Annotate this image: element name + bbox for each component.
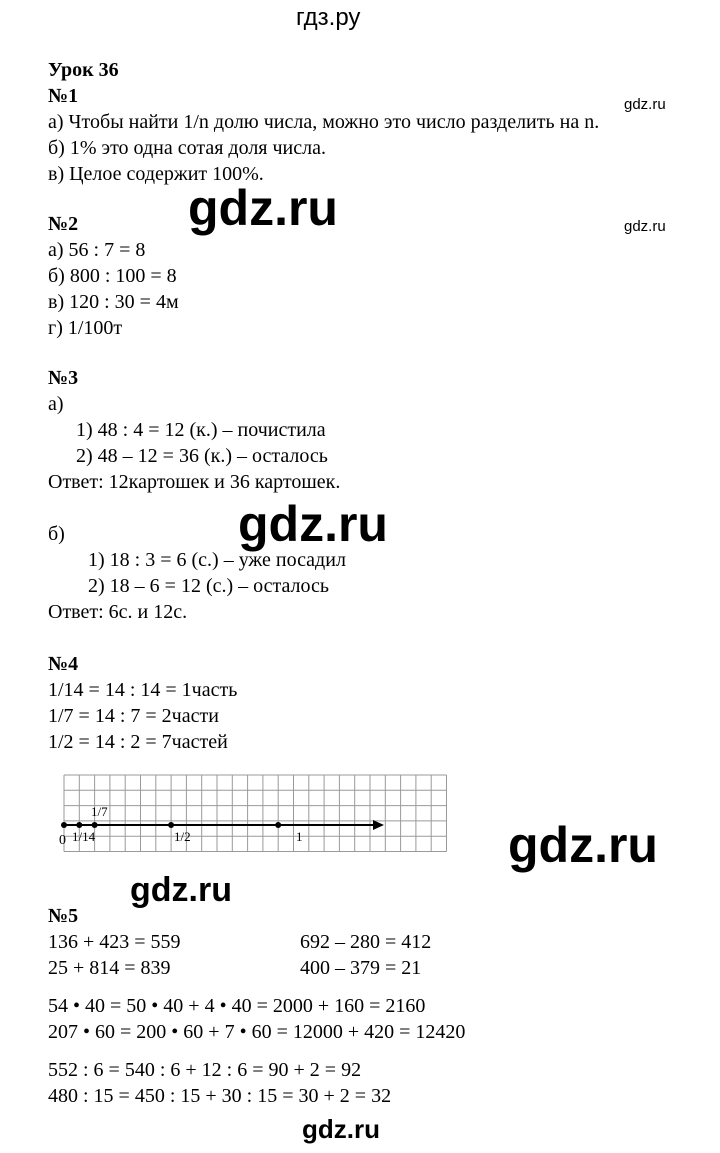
task-3-a-label: а): [48, 393, 64, 415]
task-2-line-c: в) 120 : 30 = 4м: [48, 291, 179, 313]
watermark-small-2: gdz.ru: [624, 218, 666, 235]
task-3-a-step-1: 1) 48 : 4 = 12 (к.) – почистила: [76, 419, 326, 441]
number-line-point: [168, 822, 174, 828]
label-half: 1/2: [174, 829, 191, 844]
label-one: 1: [296, 829, 303, 844]
task-3-b-step-1: 1) 18 : 3 = 6 (с.) – уже посадил: [88, 549, 346, 571]
task-3-b-step-2: 2) 18 – 6 = 12 (с.) – осталось: [88, 575, 330, 597]
number-line-point: [61, 822, 67, 828]
task-1-line-b: б) 1% это одна сотая доля числа.: [48, 137, 326, 159]
number-line-point: [92, 822, 98, 828]
task-2-line-a: а) 56 : 7 = 8: [48, 239, 146, 261]
number-line-point: [76, 822, 82, 828]
task-1-heading: №1: [48, 85, 79, 107]
label-one-seventh: 1/7: [91, 804, 108, 819]
task-5-mult-2: 207 • 60 = 200 • 60 + 7 • 60 = 12000 + 420 = 12420: [48, 1021, 466, 1043]
watermark-large-2: gdz.ru: [238, 496, 388, 552]
label-one-fourteenth: 1/14: [72, 829, 96, 844]
lesson-title: Урок 36: [48, 59, 119, 81]
task-2-heading: №2: [48, 213, 79, 235]
watermark-large-1: gdz.ru: [188, 180, 338, 236]
number-line-arrow: [373, 820, 384, 830]
site-header: гдз.ру: [296, 4, 361, 31]
task-4-line-1: 1/14 = 14 : 14 = 1часть: [48, 679, 238, 701]
task-2-line-b: б) 800 : 100 = 8: [48, 265, 177, 287]
task-5-row-1-left: 136 + 423 = 559: [48, 931, 181, 953]
task-5-row-1-right: 692 – 280 = 412: [300, 931, 432, 953]
task-4-heading: №4: [48, 653, 79, 675]
task-3-a-step-2: 2) 48 – 12 = 36 (к.) – осталось: [76, 445, 328, 467]
task-4-line-3: 1/2 = 14 : 2 = 7частей: [48, 731, 228, 753]
number-line-point: [275, 822, 281, 828]
task-4-line-2: 1/7 = 14 : 7 = 2части: [48, 705, 219, 727]
grid-lines: [64, 775, 447, 852]
task-3-b-label: б): [48, 523, 65, 545]
watermark-footer: gdz.ru: [302, 1114, 380, 1144]
task-5-row-2-left: 25 + 814 = 839: [48, 957, 171, 979]
watermark-small-1: gdz.ru: [624, 96, 666, 113]
task-3-b-answer: Ответ: 6с. и 12с.: [48, 601, 188, 623]
task-3-heading: №3: [48, 367, 79, 389]
watermark-large-3: gdz.ru: [508, 817, 658, 873]
task-5-mult-1: 54 • 40 = 50 • 40 + 4 • 40 = 2000 + 160 = 2160: [48, 995, 426, 1017]
task-1-line-a: а) Чтобы найти 1/n долю числа, можно это число разделить на n.: [48, 111, 600, 133]
task-3-a-answer: Ответ: 12картошек и 36 картошек.: [48, 471, 341, 493]
task-5-div-1: 552 : 6 = 540 : 6 + 12 : 6 = 90 + 2 = 92: [48, 1059, 362, 1081]
task-5-row-2-right: 400 – 379 = 21: [300, 957, 422, 979]
task-5-heading: №5: [48, 905, 79, 927]
task-5-div-2: 480 : 15 = 450 : 15 + 30 : 15 = 30 + 2 = 32: [48, 1085, 392, 1107]
label-zero: 0: [59, 833, 66, 848]
watermark-medium-1: gdz.ru: [130, 871, 232, 909]
number-line-diagram: [60, 773, 452, 851]
task-1-line-c: в) Целое содержит 100%.: [48, 163, 264, 185]
task-2-line-d: г) 1/100т: [48, 317, 123, 339]
